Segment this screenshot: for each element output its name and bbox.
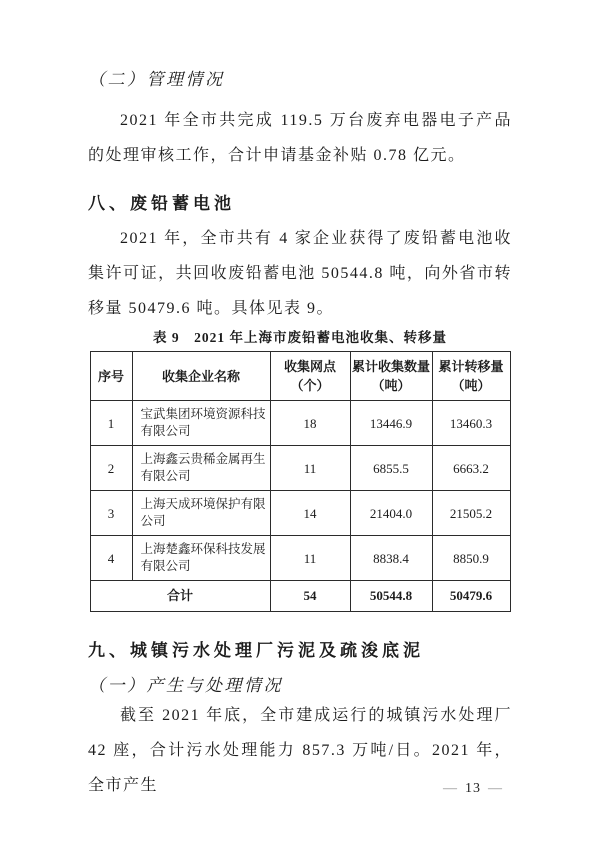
col-header-collected-label: 累计收集数量 xyxy=(351,359,430,374)
table9 xyxy=(90,351,511,612)
footer-dash-left: — xyxy=(443,781,458,796)
paragraph-lead-batteries: 2021 年，全市共有 4 家企业获得了废铅蓄电池收集许可证，共回收废铅蓄电池 50544.8 吨，向外省市转移量 50479.6 吨。具体见表 9。 xyxy=(88,230,512,317)
cell-index: 1 xyxy=(90,401,132,446)
cell-transferred: 6663.2 xyxy=(432,446,510,491)
table-row xyxy=(90,536,510,581)
col-header-points-label: 收集网点 xyxy=(283,359,336,374)
col-header-collected-unit: （吨） xyxy=(371,378,411,393)
cell-transferred: 21505.2 xyxy=(432,491,510,536)
cell-collected: 6855.5 xyxy=(350,446,432,491)
cell-collected: 13446.9 xyxy=(350,401,432,446)
col-header-transferred-label: 累计转移量 xyxy=(438,359,504,374)
footer-dash-right: — xyxy=(488,781,503,796)
cell-collected: 21404.0 xyxy=(350,491,432,536)
cell-collected: 8838.4 xyxy=(350,536,432,581)
section-heading-sludge: 九、城镇污水处理厂污泥及疏浚底泥 xyxy=(88,641,424,660)
cell-points: 18 xyxy=(270,401,350,446)
col-header-points xyxy=(270,352,350,401)
table-row xyxy=(90,401,510,446)
cell-total-points: 54 xyxy=(270,581,350,612)
cell-index: 2 xyxy=(90,446,132,491)
page-number xyxy=(436,781,510,797)
cell-total-transferred: 50479.6 xyxy=(432,581,510,612)
col-header-points-unit: （个） xyxy=(290,378,330,393)
cell-total-collected: 50544.8 xyxy=(350,581,432,612)
cell-company: 宝武集团环境资源科技有限公司 xyxy=(132,401,270,446)
paragraph-management: 2021 年全市共完成 119.5 万台废弃电器电子产品的处理审核工作，合计申请基金补贴 0.78 亿元。 xyxy=(88,112,512,164)
section-heading-lead-batteries: 八、废铅蓄电池 xyxy=(88,194,235,213)
col-header-index xyxy=(90,352,132,401)
cell-transferred: 8850.9 xyxy=(432,536,510,581)
cell-points: 11 xyxy=(270,446,350,491)
cell-company: 上海鑫云贵稀金属再生有限公司 xyxy=(132,446,270,491)
table-total-row xyxy=(90,581,510,612)
col-header-transferred xyxy=(432,352,510,401)
table-row xyxy=(90,491,510,536)
col-header-company-label: 收集企业名称 xyxy=(161,368,240,384)
cell-company: 上海楚鑫环保科技发展有限公司 xyxy=(132,536,270,581)
cell-company: 上海天成环境保护有限公司 xyxy=(132,491,270,536)
cell-points: 14 xyxy=(270,491,350,536)
cell-index: 4 xyxy=(90,536,132,581)
footer-page-number: 13 xyxy=(465,781,481,796)
table9-header-row xyxy=(90,352,510,401)
cell-index: 3 xyxy=(90,491,132,536)
subsection-heading-sludge-generation: （一）产生与处理情况 xyxy=(88,676,283,695)
col-header-transferred-unit: （吨） xyxy=(451,378,491,393)
paragraph-sludge: 截至 2021 年底，全市建成运行的城镇污水处理厂 42 座，合计污水处理能力 857.3 万吨/日。2021 年，全市产生 xyxy=(88,707,512,794)
col-header-collected xyxy=(350,352,432,401)
cell-points: 11 xyxy=(270,536,350,581)
col-header-index-label: 序号 xyxy=(97,368,124,384)
col-header-company xyxy=(132,352,270,401)
table-row xyxy=(90,446,510,491)
table9-caption: 表 9 2021 年上海市废铅蓄电池收集、转移量 xyxy=(153,330,447,345)
subsection-heading-management: （二）管理情况 xyxy=(88,70,225,89)
cell-total-label: 合计 xyxy=(90,581,270,612)
cell-transferred: 13460.3 xyxy=(432,401,510,446)
